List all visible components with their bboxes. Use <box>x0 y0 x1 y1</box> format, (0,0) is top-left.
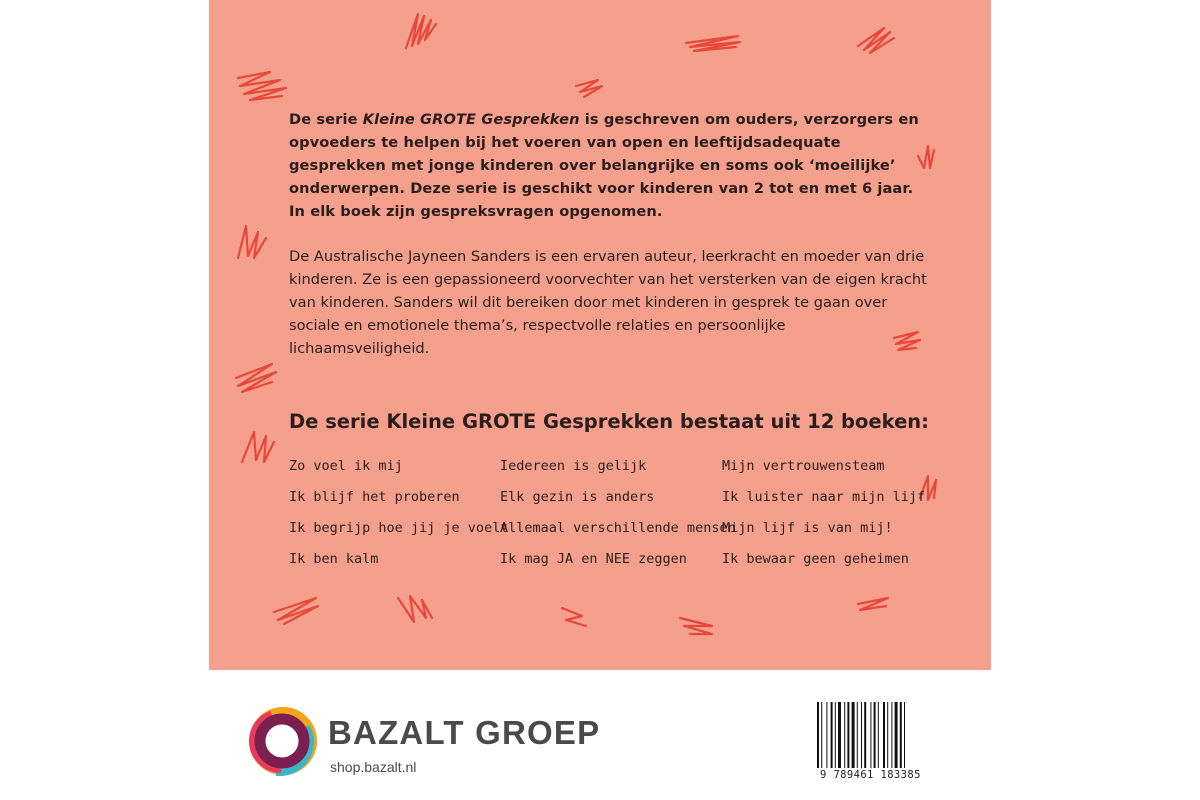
book-title: Elk gezin is anders <box>500 489 655 505</box>
books-heading: De serie Kleine GROTE Gesprekken bestaat uit 12 boeken: <box>289 410 929 433</box>
barcode-bar <box>826 702 827 768</box>
scribble <box>680 618 712 634</box>
barcode-bar <box>883 702 885 768</box>
book-title: Mijn lijf is van mij! <box>722 520 893 536</box>
barcode-bar <box>895 702 898 768</box>
barcode-bar <box>864 702 866 768</box>
book-title: Ik blijf het proberen <box>289 489 460 505</box>
publisher-name: BAZALT GROEP <box>328 714 601 751</box>
scribble <box>406 14 436 48</box>
scribble <box>274 598 318 624</box>
book-title: Ik bewaar geen geheimen <box>722 551 909 567</box>
barcode-bar <box>887 702 888 768</box>
scribble <box>236 364 276 392</box>
book-title: Allemaal verschillende mensen <box>500 520 736 536</box>
barcode-bar <box>870 702 871 768</box>
book-title: Mijn vertrouwensteam <box>722 458 885 474</box>
barcode-bar <box>900 702 902 768</box>
barcode-bar <box>874 702 876 768</box>
isbn-number: 9 789461 183385 <box>820 769 921 781</box>
series-intro-paragraph <box>289 108 929 223</box>
book-title: Ik ben kalm <box>289 551 379 567</box>
scribble <box>686 36 740 51</box>
barcode-bar <box>861 702 862 768</box>
barcode-bar <box>844 702 845 768</box>
barcode-bar <box>831 702 833 768</box>
barcode-bar <box>838 702 841 768</box>
barcode-bar <box>878 702 879 768</box>
scribble <box>562 608 586 626</box>
publisher-url: shop.bazalt.nl <box>330 759 417 775</box>
scribble <box>858 28 894 53</box>
barcode-bar <box>817 702 819 768</box>
barcode-bar <box>852 702 855 768</box>
scribble <box>398 596 432 622</box>
book-title: Ik luister naar mijn lijf <box>722 489 926 505</box>
book-title: Ik begrijp hoe jij je voelt <box>289 520 509 536</box>
barcode-bar <box>821 702 822 768</box>
barcode-bar <box>847 702 849 768</box>
bazalt-ring-logo-icon <box>243 701 323 781</box>
barcode-bar <box>904 702 905 768</box>
scribble <box>858 598 888 610</box>
scribble <box>242 432 274 462</box>
scribble <box>576 80 602 97</box>
barcode-bar <box>835 702 836 768</box>
intro-prefix: De serie <box>289 111 363 128</box>
book-title: Iedereen is gelijk <box>500 458 647 474</box>
barcode-bar <box>891 702 892 768</box>
scribble <box>238 72 286 100</box>
series-name: Kleine GROTE Gesprekken <box>362 111 580 128</box>
intro-text: is geschreven om ouders, verzorgers en opvoeders te helpen bij het voeren van open en leeftijdsadequate gesprekken met jonge kinderen over belangrijke en soms ook ‘moeilijke’ onderwerpen. Deze serie is geschikt voor kinderen van 2 tot en met 6 jaar. In elk boek zijn gespreksvragen opgenomen. <box>289 111 919 220</box>
barcode-bar <box>857 702 858 768</box>
author-bio-paragraph: De Australische Jayneen Sanders is een ervaren auteur, leerkracht en moeder van drie kinderen. Ze is een gepassioneerd voorvechter van het versterken van de eigen kracht van kinderen. Sanders wil dit bereiken door met kinderen in gesprek te gaan over sociale en emotionele thema’s, respectvolle relaties en persoonlijke lichaamsveiligheid. <box>289 248 927 357</box>
book-title: Zo voel ik mij <box>289 458 403 474</box>
scribble <box>238 226 266 258</box>
book-title: Ik mag JA en NEE zeggen <box>500 551 687 567</box>
